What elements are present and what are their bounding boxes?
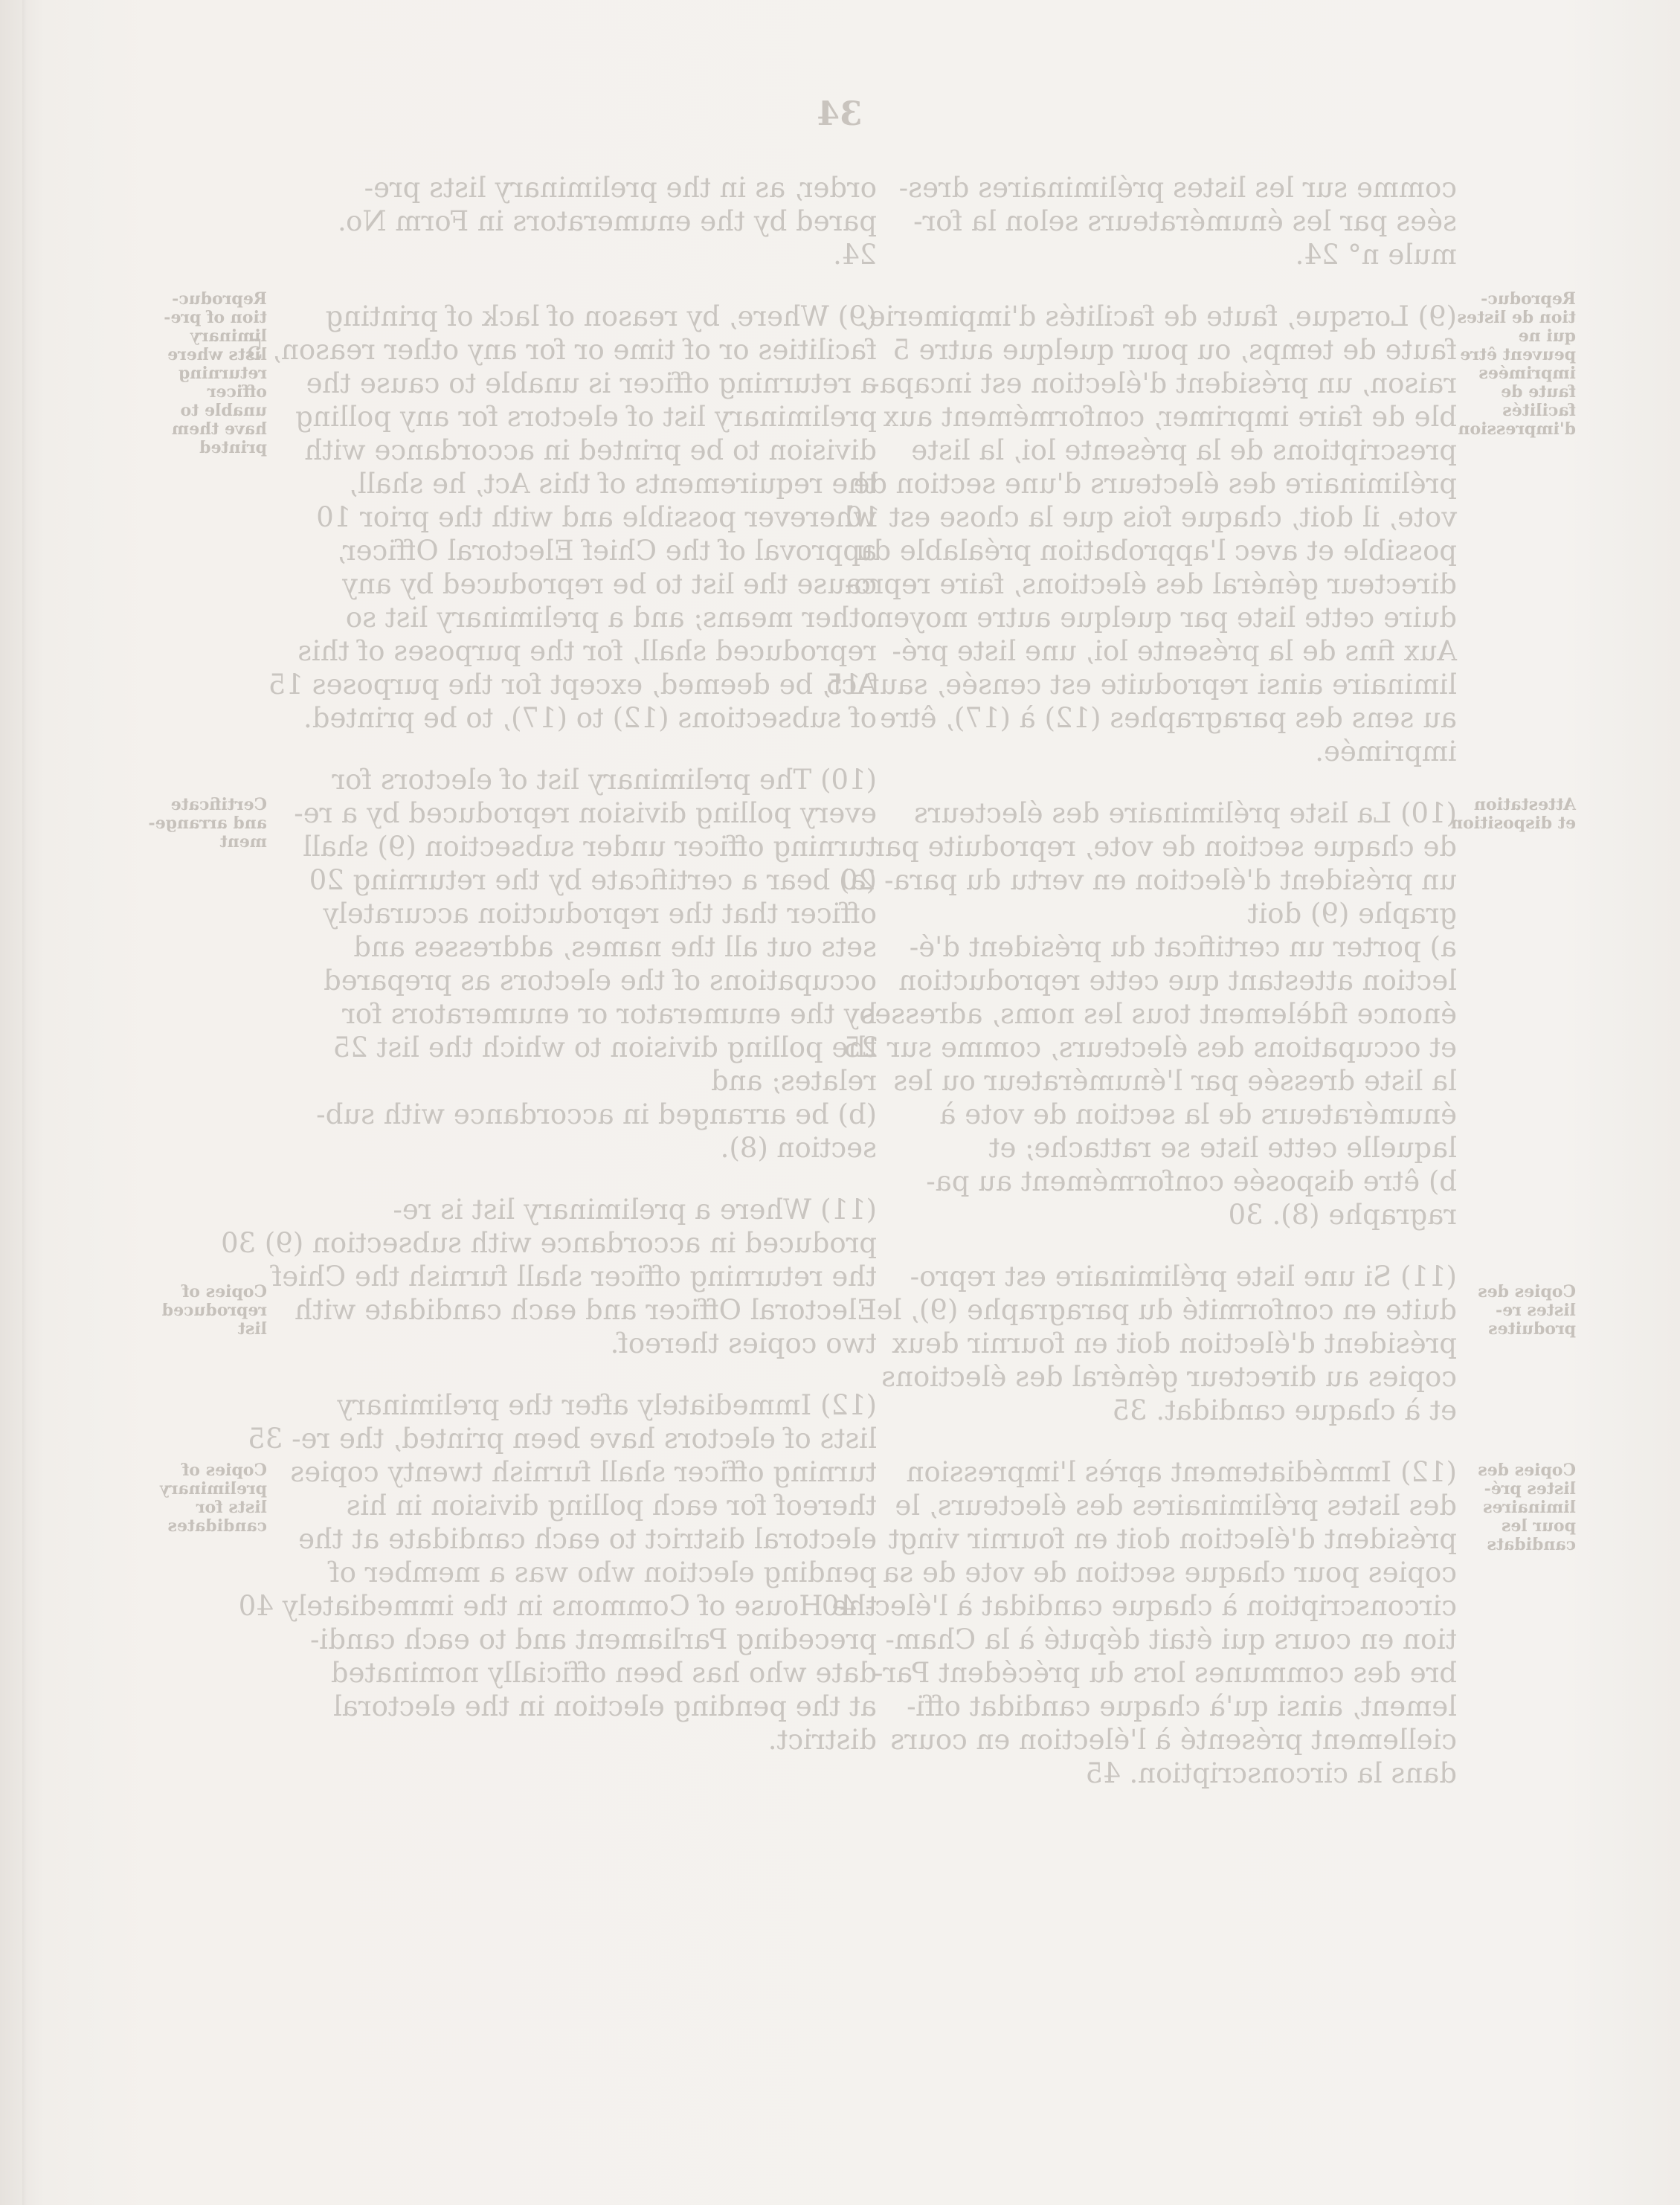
text-line: copies au directeur général des élections	[881, 1361, 1457, 1393]
text-line: (12) Immédiatement après l'impression	[906, 1456, 1457, 1488]
text-line: order, as in the preliminary lists pre-	[364, 172, 877, 204]
text-line: every polling division reproduced by a re-	[294, 797, 877, 829]
text-line: officer that the reproduction accurately	[323, 898, 877, 930]
text-line: président d'élection doit en fournir vingt	[888, 1523, 1457, 1555]
text-line: b) être disposée conformément au pa-	[926, 1165, 1457, 1197]
text-line: the House of Commons in the immediately 40	[238, 1590, 877, 1622]
text-line: preceding Parliament and to each candi-	[310, 1623, 877, 1655]
text-line: pending election who was a member of	[329, 1557, 877, 1588]
paragraph-gap	[297, 1165, 877, 1193]
text-line: ciellement présenté à l'élection en cours	[890, 1724, 1457, 1756]
text-line: lement, ainsi qu'à chaque candidat offi-	[907, 1690, 1457, 1722]
margin-note: Copies of preliminary lists for candidates	[160, 1461, 267, 1536]
text-line: (a) bear a certificate by the returning 20	[309, 864, 877, 896]
text-line: et occupations des électeurs, comme sur 25	[843, 1031, 1457, 1063]
text-line: occupations of the electors as prepared	[324, 965, 877, 997]
text-line: laquelle cette liste se rattache; et	[988, 1132, 1457, 1164]
text-line: turning officer under subsection (9) shall	[303, 831, 877, 863]
paragraph-gap	[884, 1232, 1457, 1260]
text-line: des listes préliminaires des électeurs, le	[895, 1490, 1457, 1522]
text-line: a) porter un certificat du président d'é-	[909, 931, 1457, 963]
text-line: approval of the Chief Electoral Officer,	[337, 535, 877, 567]
text-line: un président d'élection en vertu du para- 20	[840, 864, 1457, 896]
text-line: Act, be deemed, except for the purposes 15	[268, 669, 877, 701]
english-column	[221, 171, 877, 1757]
text-line: Electoral Officer and each candidate with	[295, 1294, 877, 1326]
margin-note: Certificate and arrange- ment	[148, 795, 267, 852]
text-line: duite en conformité du paragraphe (9), le	[876, 1294, 1457, 1326]
text-line: electoral district to each candidate at the	[298, 1523, 877, 1555]
text-line: Aux fins de la présente loi, une liste pré-	[892, 635, 1457, 667]
text-line: sées par les énumérateurs selon la for-	[913, 205, 1457, 237]
text-line: liminaire ainsi reproduite est censée, sauf 15	[825, 669, 1457, 701]
text-line: directeur général des élections, faire repro-	[844, 568, 1457, 600]
text-line: raison, un président d'élection est incapa-	[870, 367, 1457, 399]
text-line: turning officer shall furnish twenty copies	[290, 1456, 877, 1488]
text-line: copies pour chaque section de vote de sa	[883, 1557, 1457, 1588]
text-line: district.	[767, 1724, 877, 1756]
text-line: facilities or of time or for any other reason, 5	[245, 334, 877, 366]
paragraph-gap	[884, 271, 1457, 300]
text-line: produced in accordance with subsection (9) 30	[221, 1227, 877, 1259]
text-line: the requirements of this Act, he shall,	[349, 468, 877, 500]
text-line: the returning officer shall furnish the Chief	[271, 1261, 877, 1293]
text-line: (9) Lorsque, faute de facilités d'impimerie,	[860, 300, 1457, 332]
text-line: dans la circonscription. 45	[1085, 1757, 1457, 1789]
text-line: reproduced shall, for the purposes of this	[297, 635, 877, 667]
text-line: (11) Si une liste préliminaire est repro-	[910, 1261, 1457, 1293]
text-line: graphe (9) doit	[1247, 898, 1457, 930]
text-line: at the pending election in the electoral	[332, 1690, 877, 1722]
text-line: two copies thereof.	[610, 1327, 877, 1359]
text-line: bre des communes lors du précédent Par-	[873, 1657, 1457, 1689]
text-line: président d'élection doit en fournir deux	[892, 1327, 1457, 1359]
text-line: other means; and a preliminary list so	[345, 602, 877, 634]
text-line: faute de temps, ou pour quelque autre 5	[892, 334, 1457, 366]
text-line: (11) Where a preliminary list is re-	[393, 1194, 877, 1226]
text-line: of subsections (12) to (17), to be printed.	[303, 702, 877, 734]
text-line: ragraphe (8). 30	[1228, 1199, 1457, 1231]
margin-note: Copies of reproduced list	[161, 1282, 267, 1339]
text-line: (9) Where, by reason of lack of printing	[325, 300, 877, 332]
text-line: énonce fidèlement tous les noms, adresses	[860, 998, 1457, 1030]
text-line: prescriptions de la présente loi, la liste	[911, 434, 1457, 466]
text-line: duire cette liste par quelque autre moyen.	[866, 602, 1457, 634]
text-line: (b) be arranged in accordance with sub-	[316, 1098, 877, 1130]
margin-note: Reproduc- tion de listes qui ne peuvent être imprimées faute de facilités d'impression	[1457, 289, 1576, 439]
text-line: tion en cours qui était député à la Cham-	[885, 1623, 1457, 1655]
text-line: lists of electors have been printed, the re- 35	[248, 1423, 877, 1455]
text-line: date who has been officially nominated	[330, 1657, 877, 1689]
text-line: wherever possible and with the prior 10	[316, 501, 877, 533]
text-line: by the enumerator or enumerators for	[342, 998, 877, 1030]
paragraph-gap	[297, 735, 877, 763]
text-line: préliminaire des électeurs d'une section de	[853, 468, 1457, 500]
text-line: ble de faire imprimer, conformément aux	[883, 401, 1457, 433]
text-line: circonscription à chaque candidat à l'élec- 40	[821, 1590, 1457, 1622]
text-line: a returning officer is unable to cause the	[306, 367, 877, 399]
text-line: possible et avec l'approbation préalable du	[855, 535, 1457, 567]
text-line: énumérateurs de la section de vote à	[939, 1098, 1457, 1130]
paragraph-gap	[297, 1360, 877, 1388]
text-line: relates; and	[710, 1065, 877, 1097]
margin-note: Attestation et disposition	[1451, 795, 1576, 833]
text-line: division to be printed in accordance with	[304, 434, 877, 466]
text-line: lection attestant que cette reproduction	[898, 965, 1457, 997]
text-line: la liste dressée par l'énumérateur ou les	[893, 1065, 1457, 1097]
paragraph-gap	[884, 768, 1457, 796]
text-line: 24.	[833, 239, 877, 271]
text-line: (10) The preliminary list of electors for	[332, 764, 877, 796]
text-line: de chaque section de vote, reproduite par	[872, 831, 1457, 863]
text-line: preliminary list of electors for any polling	[295, 401, 877, 433]
margin-note: Reproduc- tion of pre- liminary lists where returning officer unable to have them printed	[164, 289, 267, 457]
margin-note: Copies des listes pré- liminaires pour les candidats	[1478, 1461, 1576, 1554]
text-line: (10) La liste préliminaire des électeurs	[913, 797, 1457, 829]
text-line: (12) Immediately after the preliminary	[337, 1389, 877, 1421]
text-line: section (8).	[720, 1132, 877, 1164]
text-line: pared by the enumerators in Form No.	[338, 205, 877, 237]
text-line: vote, il doit, chaque fois que la chose est 10	[845, 501, 1457, 533]
text-line: et à chaque candidat. 35	[1112, 1394, 1457, 1426]
paragraph-gap	[297, 271, 877, 300]
text-line: imprimée.	[1315, 735, 1457, 767]
text-line: the polling division to which the list 25	[332, 1031, 877, 1063]
text-line: au sens des paragraphes (12) à (17), être	[880, 702, 1457, 734]
text-line: sets out all the names, addresses and	[353, 931, 877, 963]
text-line: thereof for each polling division in his	[346, 1490, 877, 1522]
text-line: comme sur les listes préliminaires dres-	[898, 172, 1457, 204]
text-line: mule n° 24.	[1295, 239, 1457, 271]
page-number: 34	[817, 95, 863, 133]
paragraph-gap	[884, 1427, 1457, 1455]
text-line: cause the list to be reproduced by any	[341, 568, 877, 600]
margin-note: Copies des listes re- produites	[1478, 1282, 1576, 1339]
